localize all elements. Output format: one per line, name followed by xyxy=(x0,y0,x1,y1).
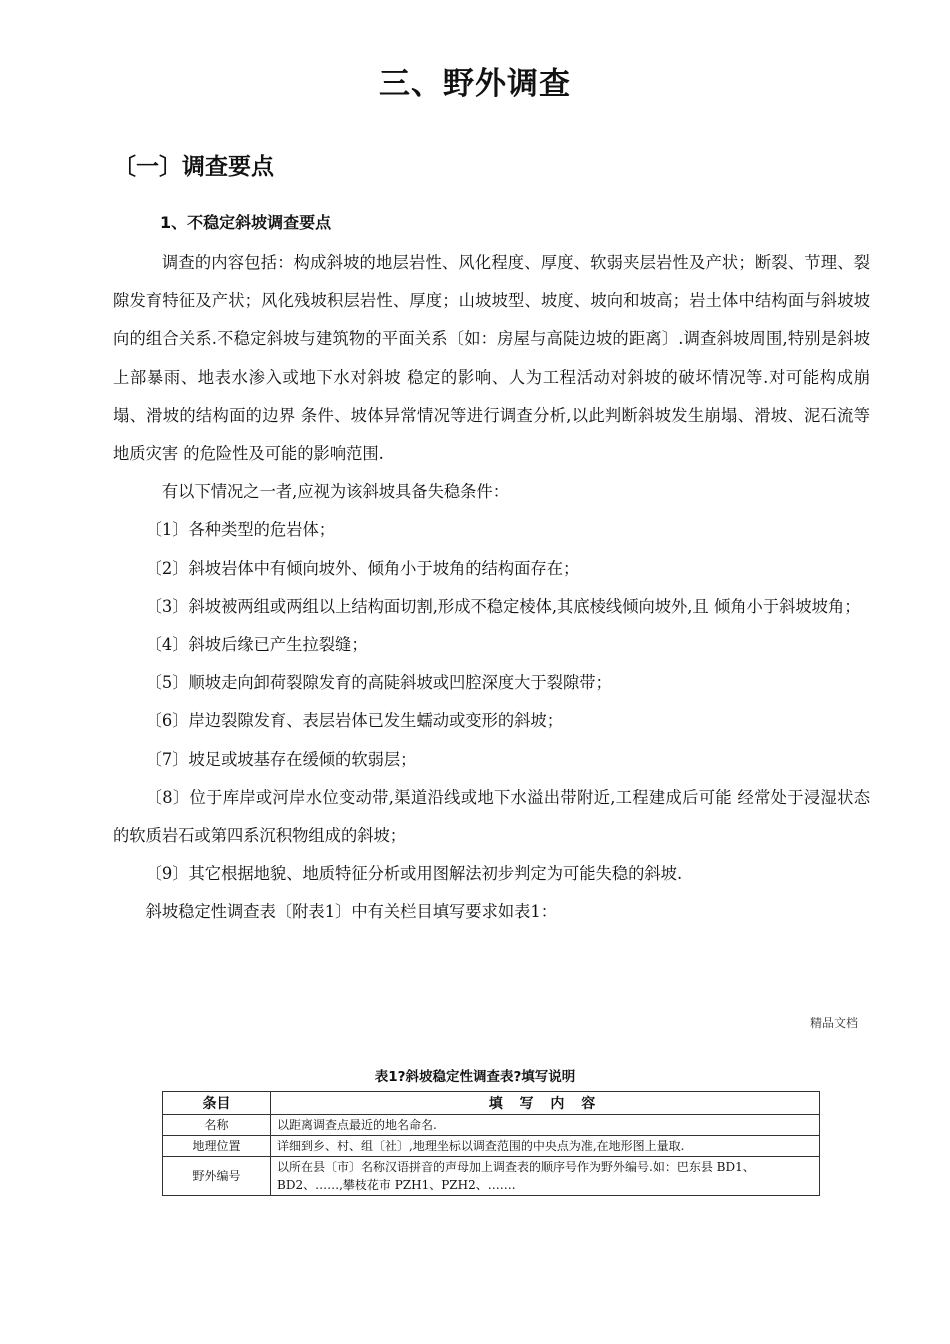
condition-item-2: 〔2〕斜坡岩体中有倾向坡外、倾角小于坡角的结构面存在； xyxy=(145,558,580,578)
table-cell-item: 地理位置 xyxy=(163,1136,271,1157)
column-header-content: 填 写 内 容 xyxy=(271,1092,820,1115)
paragraph-instability-intro: 有以下情况之一者,应视为该斜坡具备失稳条件： xyxy=(161,482,509,502)
table-row xyxy=(163,1157,820,1196)
paragraph-table-reference: 斜坡稳定性调查表〔附表1〕中有关栏目填写要求如表1： xyxy=(145,902,558,922)
table-row xyxy=(163,1136,820,1157)
body-text xyxy=(113,244,870,932)
table-header-row xyxy=(163,1092,820,1115)
page-title: 三、野外调查 xyxy=(379,66,571,102)
condition-item-6: 〔6〕岸边裂隙发育、表层岩体已发生蠕动或变形的斜坡； xyxy=(145,711,563,731)
watermark-text: 精品文档 xyxy=(809,1016,858,1030)
column-header-item: 条目 xyxy=(163,1092,271,1115)
condition-item-5: 〔5〕顺坡走向卸荷裂隙发育的高陡斜坡或凹腔深度大于裂隙带； xyxy=(145,673,612,693)
paragraph-survey-content: 调查的内容包括：构成斜坡的地层岩性、风化程度、厚度、软弱夹层岩性及产状；断裂、节理、裂隙发育特征及产状；风化残坡积层岩性、厚度；山坡坡型、坡度、坡向和坡高；岩土体中结构面与斜坡坡向的组合关系.不稳定斜坡与建筑物的平面关系〔如：房屋与高陡边坡的距离〕.调查斜坡周围,特别是斜坡上部暴雨、地表水渗入或地下水对斜坡 稳定的影响、人为工程活动对斜坡的破坏情况等.对可能构成崩塌、滑坡的结构面的边界 条件、坡体异常情况等进行调查分析,以此判断斜坡发生崩塌、滑坡、泥石流等地质灾害 的危险性及可能的影响范围. xyxy=(113,253,870,464)
table-cell-item: 名称 xyxy=(163,1115,271,1136)
table-row xyxy=(163,1115,820,1136)
condition-item-3: 〔3〕斜坡被两组或两组以上结构面切割,形成不稳定棱体,其底棱线倾向坡外,且 倾角小于斜坡坡角； xyxy=(145,596,861,616)
table-cell-content: 以距离调查点最近的地名命名. xyxy=(271,1115,820,1136)
table-caption: 表1?斜坡稳定性调查表?填写说明 xyxy=(374,1069,576,1085)
table-cell-item: 野外编号 xyxy=(163,1157,271,1196)
condition-item-7: 〔7〕坡足或坡基存在缓倾的软弱层； xyxy=(145,749,417,769)
fill-instructions-table xyxy=(162,1091,820,1196)
condition-item-1: 〔1〕各种类型的危岩体； xyxy=(145,520,336,540)
table-cell-content: 以所在县〔市〕名称汉语拼音的声母加上调查表的顺序号作为野外编号.如：巴东县 BD1、BD2、……,攀枝花市 PZH1、PZH2、……. xyxy=(271,1157,820,1196)
condition-item-4: 〔4〕斜坡后缘已产生拉裂缝； xyxy=(145,635,368,655)
section-heading: 〔一〕调查要点 xyxy=(113,154,274,180)
condition-item-9: 〔9〕其它根据地貌、地质特征分析或用图解法初步判定为可能失稳的斜坡. xyxy=(145,864,683,884)
subsection-heading: 1、不稳定斜坡调查要点 xyxy=(160,213,332,232)
condition-item-8: 〔8〕位于库岸或河岸水位变动带,渠道沿线或地下水溢出带附近,工程建成后可能 经常处于浸湿状态的软质岩石或第四系沉积物组成的斜坡； xyxy=(113,787,870,846)
table-cell-content: 详细到乡、村、组〔社〕,地理坐标以调查范围的中央点为准,在地形图上量取. xyxy=(271,1136,820,1157)
